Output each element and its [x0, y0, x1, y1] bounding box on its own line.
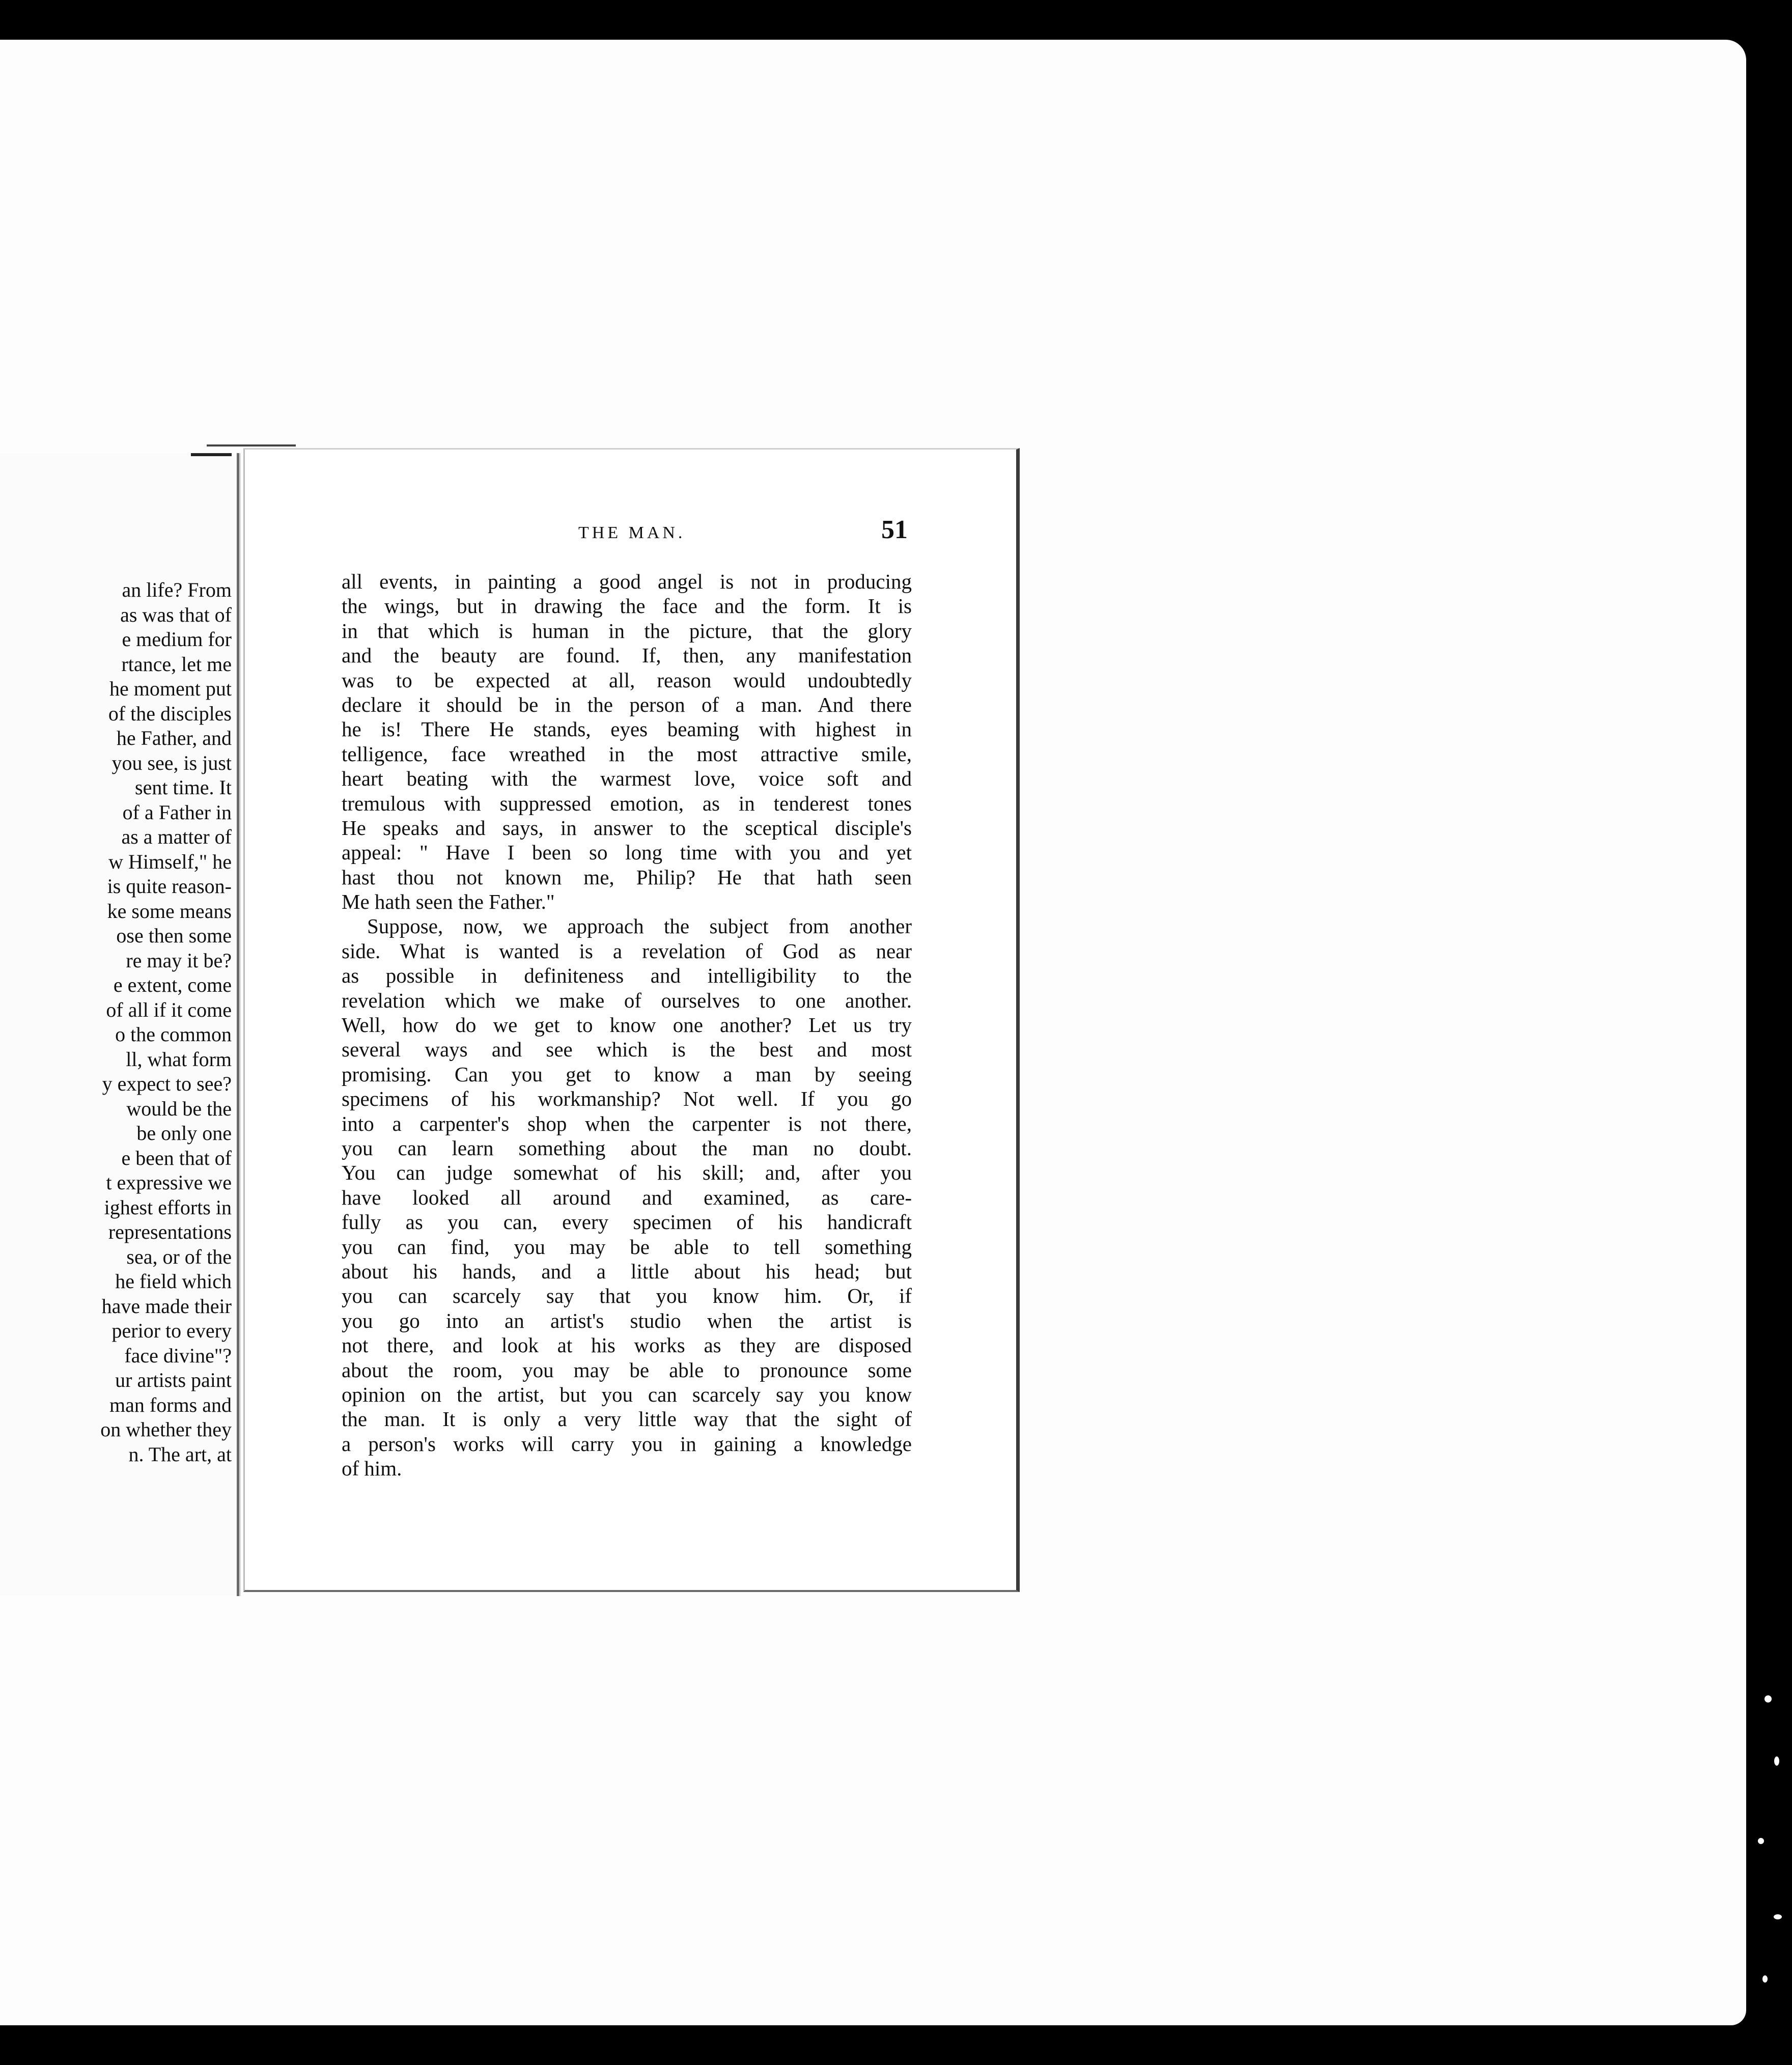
running-header: THE MAN.	[578, 523, 686, 542]
speck	[1762, 1975, 1768, 1983]
body-line: promising. Can you get to know a man by seeing	[342, 1062, 912, 1086]
body-line: Well, how do we get to know one another? Let us try	[342, 1013, 912, 1037]
body-line: He speaks and says, in answer to the sceptical disciple's	[342, 816, 912, 840]
left-page-line: n. The art, at	[128, 1442, 232, 1466]
left-page-line: he moment put	[109, 677, 232, 700]
left-page-text	[0, 578, 232, 1467]
left-page-line: ighest efforts in	[104, 1195, 232, 1219]
body-line: side. What is wanted is a revelation of God as near	[342, 939, 912, 963]
left-page-line: on whether they	[100, 1418, 232, 1441]
left-page-line: e medium for	[122, 628, 232, 651]
left-page-line: ose then some	[116, 924, 232, 947]
body-line: the wings, but in drawing the face and the form. It is	[342, 594, 912, 618]
body-line: declare it should be in the person of a man. And there	[342, 692, 912, 716]
left-page-line: he field which	[115, 1270, 232, 1293]
left-page-line: is quite reason-	[107, 875, 232, 898]
left-page-line: as was that of	[120, 603, 232, 626]
left-page-line: w Himself," he	[108, 850, 232, 873]
speck	[1758, 1838, 1764, 1844]
body-line: appeal: " Have I been so long time with you and yet	[342, 841, 912, 864]
body-line: the man. It is only a very little way that the sight of	[342, 1407, 912, 1431]
body-line: into a carpenter's shop when the carpenter is not there,	[342, 1111, 912, 1135]
left-page-line: sent time. It	[135, 776, 232, 799]
body-line: heart beating with the warmest love, voice soft and	[342, 767, 912, 791]
body-line: in that which is human in the picture, that the glory	[342, 619, 912, 643]
right-page	[243, 448, 1020, 1592]
body-line: all events, in painting a good angel is not in producing	[342, 570, 912, 593]
body-line: he is! There He stands, eyes beaming with highest in	[342, 717, 912, 741]
body-line: you can find, you may be able to tell something	[342, 1235, 912, 1259]
speck	[1774, 1914, 1782, 1919]
left-page-line: be only one	[136, 1122, 232, 1145]
body-line: tremulous with suppressed emotion, as in tenderest tones	[342, 791, 912, 815]
left-page-line: face divine"?	[124, 1344, 232, 1367]
speck	[1774, 1756, 1779, 1766]
body-line: specimens of his workmanship? Not well. If you go	[342, 1087, 912, 1111]
body-line: you can scarcely say that you know him. Or, if	[342, 1284, 912, 1308]
body-line: was to be expected at all, reason would undoubtedly	[342, 668, 912, 692]
left-page-line: ll, what form	[126, 1047, 232, 1071]
body-line: telligence, face wreathed in the most attractive smile,	[342, 742, 912, 766]
body-line: revelation which we make of ourselves to one another.	[342, 988, 912, 1012]
left-page-line: man forms and	[109, 1393, 232, 1416]
left-page-line: as a matter of	[121, 825, 232, 848]
body-line: You can judge somewhat of his skill; and, after you	[342, 1161, 912, 1185]
left-page-line: ur artists paint	[115, 1369, 232, 1391]
speck	[1765, 1695, 1772, 1703]
left-page-line: o the common	[115, 1023, 232, 1046]
left-page-line: of a Father in	[122, 800, 232, 824]
left-page-line: would be the	[126, 1097, 232, 1120]
left-page-line: perior to every	[111, 1319, 232, 1342]
left-page-line: representations	[108, 1220, 232, 1243]
body-line: of him.	[342, 1457, 402, 1481]
body-line: not there, and look at his works as they are disposed	[342, 1333, 912, 1357]
left-page-line: he Father, and	[116, 727, 232, 749]
left-page-line: you see, is just	[111, 751, 232, 774]
page-edge-mark	[191, 453, 232, 456]
body-line: and the beauty are found. If, then, any manifestation	[342, 644, 912, 667]
body-line: opinion on the artist, but you can scarcely say you know	[342, 1382, 912, 1406]
body-line: have looked all around and examined, as care-	[342, 1185, 912, 1209]
body-line: as possible in definiteness and intelligibility to the	[342, 964, 912, 988]
body-line: Suppose, now, we approach the subject from another	[367, 914, 912, 938]
left-page-line: an life? From	[122, 578, 232, 601]
left-page-line: e extent, come	[113, 973, 232, 996]
left-page-line: of the disciples	[108, 702, 232, 725]
film-frame-edge	[1746, 0, 1792, 2065]
body-line: you go into an artist's studio when the artist is	[342, 1308, 912, 1332]
body-text	[342, 569, 912, 1481]
body-line: fully as you can, every specimen of his handicraft	[342, 1210, 912, 1234]
body-line: a person's works will carry you in gaining a knowledge	[342, 1432, 912, 1456]
left-page-line: sea, or of the	[126, 1245, 232, 1268]
body-line: about the room, you may be able to pronounce some	[342, 1358, 912, 1382]
page-number: 51	[881, 515, 908, 544]
left-page-line: have made their	[101, 1294, 232, 1318]
left-page-line: ke some means	[107, 899, 232, 923]
body-line: several ways and see which is the best and most	[342, 1038, 912, 1062]
left-page-line: y expect to see?	[102, 1072, 232, 1095]
left-page-line: e been that of	[121, 1146, 232, 1169]
body-line: hast thou not known me, Philip? He that hath seen	[342, 865, 912, 889]
left-page-line: of all if it come	[106, 998, 232, 1021]
left-page-line: re may it be?	[126, 948, 232, 972]
left-page	[0, 453, 239, 1596]
body-line: about his hands, and a little about his head; but	[342, 1259, 912, 1283]
left-page-line: t expressive we	[106, 1171, 232, 1194]
left-page-line: rtance, let me	[121, 652, 232, 676]
page-edge-mark	[207, 444, 296, 447]
body-line: Me hath seen the Father."	[342, 890, 555, 914]
body-line: you can learn something about the man no doubt.	[342, 1136, 912, 1160]
